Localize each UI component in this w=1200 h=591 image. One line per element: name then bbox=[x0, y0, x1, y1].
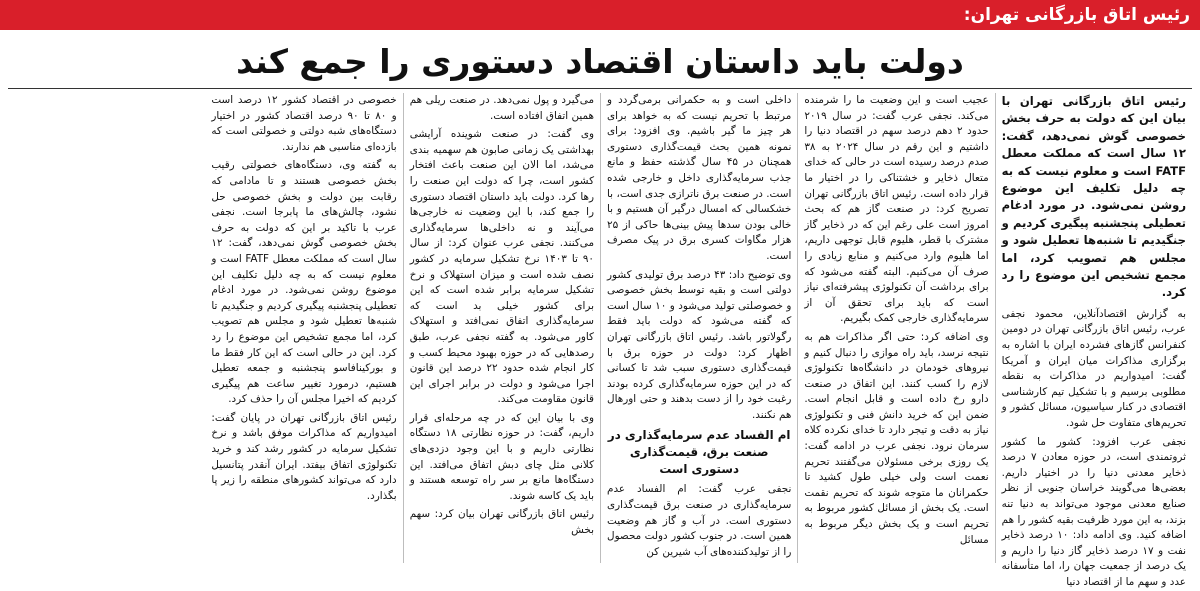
paragraph: به گفته وی، دستگاه‌های خصولتی رقیب بخش خصوصی هستند و تا مادامی که رقابت بین دولت و بخش خصوصی حل نشود، چالش‌های ما پابرجا است. نجفی عرب با تاکید بر این که دولت به حرف بخش خصوصی گوش نمی‌دهد، گفت: ۱۲ سال است که مملکت معطل FATF است و معلوم نیست که به چه دلیل تکلیف این موضوع روشن نمی‌شود. در مورد ادغام تعطیلی پنجشنبه پیگیری کردیم و جنگیدیم تا شنبه‌ها تعطیل شود و مجلس هم تصویب کرد، اما مجمع تشخیص این موضوع را رد کرد. این در حالی است که این کار فقط ما و بورکینافاسو پنجشنبه و جمعه تعطیل هستیم، درمورد تغییر ساعت هم پیگیری کردیم که اخیرا مجلس آن را حذف کرد. bbox=[211, 159, 397, 406]
paragraph: وی با بیان این که در چه مرحله‌ای قرار داریم، گفت: در حوزه نظارتی ۱۸ دستگاه نظارتی داریم و با این وجود دزدی‌های کلانی مثل چای دبش اتفاق می‌افتد. این دستگاه‌ها مانع بر سر راه توسعه هستند و باید یک کاسه شوند. bbox=[409, 411, 595, 502]
headline: دولت باید داستان اقتصاد دستوری را جمع کند bbox=[236, 42, 964, 81]
paragraph: نجفی عرب گفت: ام الفساد عدم سرمایه‌گذاری در صنعت برق قیمت‌گذاری دستوری است. در آب و گاز هم وضعیت همین است. در جنوب کشور دولت محصول را از تولیدکننده‌های آب شیرین کن bbox=[607, 483, 792, 558]
subheading: ام الفساد عدم سرمایه‌گذاری در صنعت برق، قیمت‌گذاری دستوری است bbox=[607, 428, 791, 477]
kicker-bar bbox=[0, 0, 1200, 30]
column-2 bbox=[797, 93, 994, 563]
paragraph: داخلی است و به حکمرانی برمی‌گردد و مرتبط با تحریم نیست که به خواهد برای هر چیز ما گیر باشیم. وی افزود: برای نمونه همین بحث قیمت‌گذاری دستوری همچنان در ۴۵ سال گذشته حفظ و مانع جذب سرمایه‌گذاری داخل و خارجی شده است. در صنعت برق ناترازی جدی است، با خشکسالی که امسال درگیر آن هستیم و با خالی بودن سدها پیش بینی‌ها حاکی از ۲۵ هزار مگاوات کسری برق در پیک مصرف است. bbox=[607, 94, 792, 262]
paragraph: خصوصی در اقتصاد کشور ۱۲ درصد است و ۸۰ تا ۹۰ درصد اقتصاد کشور در اختیار دستگاه‌های شبه دولتی و خصولتی است که بازده‌ای مناسبی هم ندارند. bbox=[211, 94, 397, 153]
column-3 bbox=[600, 93, 797, 563]
paragraph: نجفی عرب افزود: کشور ما کشور ثروتمندی است، در حوزه معادن ۷ درصد ذخایر معدنی دنیا را در اختیار داریم. بعضی‌ها می‌گویند خراسان جنوبی از نظر صنایع معدنی موجود می‌تواند به دنیا تنه بزند، به این مورد ظرفیت بقیه کشور را هم اضافه کنید. وی ادامه داد: ۱۰ درصد ذخایر نفت و ۱۷ درصد ذخایر گاز دنیا را داریم و یک درصد از جمعیت جهان را، اما متأسفانه عدد و سهم ما از اقتصاد دنیا bbox=[1001, 435, 1186, 588]
column-1 bbox=[995, 93, 1192, 588]
paragraph: به گزارش اقتصادآنلاین، محمود نجفی عرب، رئیس اتاق بازرگانی تهران در دومین کنفرانس گازهای فشرده ایران با اشاره به برگزاری مذاکرات میان ایران و آمریکا گفت: امیدواریم در مذاکرات به نقطه مطلوبی برسیم و با تشکیل تیم کارشناسی اقتصادی در کنار سیاسیون، مسائل کشور و تحریم‌های متفاوت حل شود. bbox=[1001, 307, 1186, 430]
kicker: رئیس اتاق بازرگانی تهران: bbox=[963, 5, 1190, 25]
lead-paragraph: رئیس اتاق بازرگانی تهران با بیان این که دولت به حرف بخش خصوصی گوش نمی‌دهد، گفت: ۱۲ سال است که مملکت معطل FATF است و معلوم نیست که به چه دلیل تکلیف این موضوع روشن نمی‌شود. در مورد ادغام تعطیلی پنجشنبه پیگیری کردیم و جنگیدیم تا شنبه‌ها تعطیل شود و مجلس هم تصویب کرد، اما مجمع تشخیص این موضوع را رد کرد. bbox=[1001, 94, 1186, 300]
column-5 bbox=[205, 93, 402, 563]
paragraph: عجیب است و این وضعیت ما را شرمنده می‌کند. نجفی عرب گفت: در سال ۲۰۱۹ حدود ۲ دهم درصد سهم در اقتصاد دنیا را داشتیم و این رقم در سال ۲۰۲۴ به ۳۸ صدم درصد رسیده است در حالی که خدای متعال ذخایر و خشتناکی را در اختیار ما قرار داده است. رئیس اتاق بازرگانی تهران تصریح کرد: در صنعت گاز هم که بحث امروز است علی رغم این که در ذخایر گاز مشترک با قطر، هلیوم قابل توجهی داریم، اما هلیوم وارد می‌کنیم و منابع زیادی را صرف آن می‌کنیم. البته گفته می‌شود که برای برداشت آن تکنولوژی پیشرفته‌ای نیاز است که باید برای تحقق آن از سرمایه‌گذاری خارجی کمک بگیریم. bbox=[804, 94, 989, 325]
article-columns bbox=[8, 93, 1192, 588]
headline-rule bbox=[8, 88, 1192, 89]
paragraph: رئیس اتاق بازرگانی تهران بیان کرد: سهم بخش bbox=[409, 508, 595, 537]
column-4 bbox=[403, 93, 600, 563]
paragraph: وی توضیح داد: ۴۳ درصد برق تولیدی کشور دولتی است و بقیه توسط بخش خصوصی و خصوصلتی تولید می‌شود و ۱۰ سال است که گفته می‌شود که دولت باید فقط رگولاتور باشد. رئیس اتاق بازرگانی تهران اظهار کرد: دولت در حوزه برق با قیمت‌گذاری دستوری سبب شد تا کسانی که در این حوزه سرمایه‌گذاری کرده بودند رغبت خود را از دست بدهند و حتی اورهال هم نکنند. bbox=[607, 268, 792, 421]
paragraph: وی اضافه کرد: حتی اگر مذاکرات هم به نتیجه نرسد، باید راه موازی را دنبال کنیم و نیروهای خودمان در دانشگاه‌ها تکنولوژی لازم را کسب کنند. این اتفاق در صنعت دارو رخ داده است و قابل انجام است. ضمن این که خرید دانش فنی و تکنولوژی نیاز به دقت و تیجر دارد تا خدای نکرده کلاه سرمان نرود. نجفی عرب در ادامه گفت: یک روزی برخی مسئولان می‌گفتند تحریم نعمت است ولی خیلی طول کشید تا حکمرانان ما متوجه شوند که تحریم نقمت است. یک بخش از مسائل کشور مربوط به تحریم است و یک بخش دیگر مربوط به مسائل bbox=[804, 330, 989, 546]
paragraph: وی گفت: در صنعت شوینده آرایشی بهداشتی یک زمانی صابون هم سهمیه بندی می‌شد، اما الان این صنعت باعث افتخار کشور است، چرا که دولت این صنعت را رها کرد. دولت باید داستان اقتصاد دستوری را جمع کند، با این وضعیت نه خارجی‌ها می‌آیند و نه داخلی‌ها سرمایه‌گذاری می‌کنند. نجفی عرب عنوان کرد: از سال ۹۰ تا ۱۴۰۳ نرخ تشکیل سرمایه در کشور نصف شده است و میزان استهلاک و نرخ تشکیل سرمایه برابر شده است که این برای کشور خیلی بد است که سرمایه‌گذاری اتفاق نمی‌افتد و استهلاک کاور می‌شود. به گفته نجفی عرب، طبق رصدهایی که در حوزه بهبود محیط کسب و کار انجام شده حدود ۲۲ درصد این قانون اجرا می‌شود و دولت در برابر اجرای این قانون مقاومت می‌کند. bbox=[409, 128, 595, 406]
paragraph: می‌گیرد و پول نمی‌دهد. در صنعت ریلی هم همین اتفاق افتاده است. bbox=[409, 94, 595, 122]
paragraph: رئیس اتاق بازرگانی تهران در پایان گفت: امیدواریم که مذاکرات موفق باشد و نرخ تشکیل سرمایه در کشور رشد کند و خرید تکنولوژی اتفاق بیفتد. ایران آنقدر پتانسیل دارد که می‌تواند کشورهای منطقه را زیر پا بگذارد. bbox=[211, 411, 397, 502]
